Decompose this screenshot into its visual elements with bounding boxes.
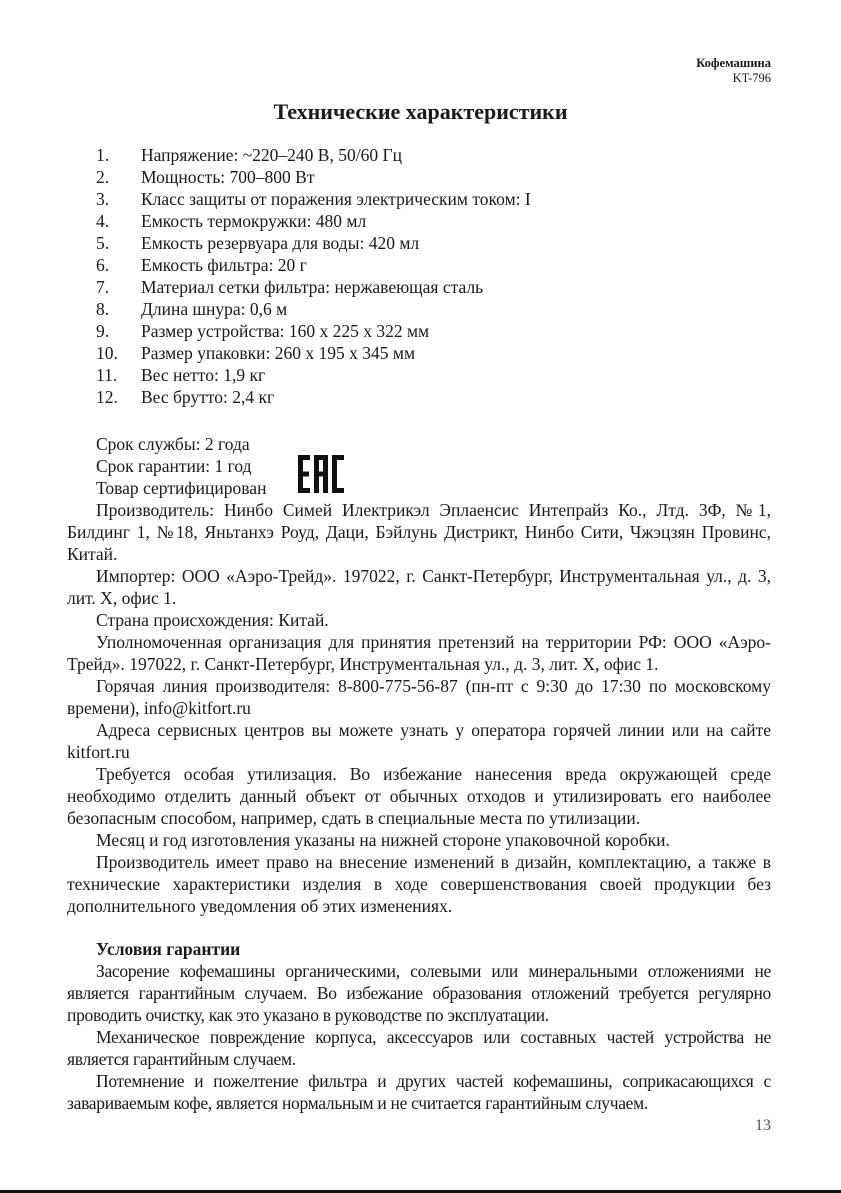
spec-text: Емкость резервуара для воды: 420 мл [141, 233, 420, 253]
manufacture-date-paragraph: Месяц и год изготовления указаны на нижней стороне упаковочной коробки. [96, 830, 670, 850]
spec-item [96, 166, 531, 188]
spec-item [96, 320, 531, 342]
spec-text: Вес нетто: 1,9 кг [141, 365, 266, 385]
page-title: Технические характеристики [273, 99, 568, 124]
spec-text: Емкость фильтра: 20 г [141, 255, 307, 275]
details-section [67, 499, 771, 917]
service-life: Срок службы: 2 года [96, 434, 250, 454]
spec-text: Вес брутто: 2,4 кг [141, 387, 275, 407]
importer-paragraph: Импортер: ООО «Аэро-Трейд». 197022, г. Санкт-Петербург, Инструментальная ул., д. 3, лит. Х, офис 1. [67, 566, 771, 608]
warranty-section [67, 960, 771, 1114]
spec-item [96, 188, 531, 210]
warranty-heading: Условия гарантии [96, 939, 241, 959]
service-centers-paragraph: Адреса сервисных центров вы можете узнать у оператора горячей линии или на сайте kitfort.ru [67, 720, 771, 762]
spec-text: Размер упаковки: 260 х 195 х 345 мм [141, 343, 416, 363]
authorized-org-paragraph: Уполномоченная организация для принятия претензий на территории РФ: ООО «Аэро-Трейд». 197022, г. Санкт-Петербург, Инструментальная ул., д. 3, лит. Х, офис 1. [67, 632, 771, 674]
spec-item [96, 364, 531, 386]
warranty-paragraph: Механическое повреждение корпуса, аксессуаров или составных частей устройства не является гарантийным случаем. [67, 1027, 771, 1069]
warranty-period: Срок гарантии: 1 год [96, 456, 252, 476]
spec-number: 3. [96, 189, 110, 209]
service-info [96, 433, 266, 499]
spec-item [96, 276, 531, 298]
origin-paragraph: Страна происхождения: Китай. [96, 610, 329, 630]
spec-item [96, 386, 531, 408]
spec-text: Длина шнура: 0,6 м [141, 299, 288, 319]
model-number: KT-796 [732, 71, 771, 85]
spec-item [96, 144, 531, 166]
spec-number: 10. [96, 343, 118, 363]
spec-number: 5. [96, 233, 110, 253]
spec-item [96, 210, 531, 232]
spec-number: 12. [96, 387, 118, 407]
manufacturer-paragraph: Производитель: Нинбо Симей Илектрикэл Эплаенсис Интепрайз Ко., Лтд. 3Ф, №1, Билдинг 1, №18, Яньтанхэ Роуд, Даци, Бэйлунь Дистрикт, Нинбо Сити, Чжэцзян Провинс, Китай. [67, 500, 771, 564]
spec-text: Мощность: 700–800 Вт [141, 167, 315, 187]
spec-number: 11. [96, 365, 118, 385]
spec-text: Материал сетки фильтра: нержавеющая сталь [141, 277, 484, 297]
spec-number: 6. [96, 255, 110, 275]
spec-number: 1. [96, 145, 110, 165]
warranty-paragraph: Потемнение и пожелтение фильтра и других частей кофемашины, соприкасающихся с завариваемым кофе, является нормальным и не считается гарантийным случаем. [67, 1071, 771, 1113]
spec-text: Размер устройства: 160 х 225 х 322 мм [141, 321, 430, 341]
hotline-paragraph: Горячая линия производителя: 8-800-775-56-87 (пн-пт с 9:30 до 17:30 по московскому времени), info@kitfort.ru [67, 676, 771, 718]
changes-paragraph: Производитель имеет право на внесение изменений в дизайн, комплектацию, а также в технические характеристики изделия в ходе совершенствования своей продукции без дополнительного уведомления об этих изменениях. [67, 852, 771, 916]
product-name: Кофемашина [696, 56, 771, 70]
spec-number: 9. [96, 321, 110, 341]
spec-number: 2. [96, 167, 110, 187]
spec-item [96, 298, 531, 320]
page-number: 13 [755, 1117, 771, 1134]
spec-text: Напряжение: ~220–240 В, 50/60 Гц [141, 145, 402, 165]
page-header [696, 56, 771, 86]
spec-number: 7. [96, 277, 110, 297]
specs-list [96, 144, 531, 408]
eac-mark-icon [298, 455, 344, 493]
spec-text: Класс защиты от поражения электрическим током: I [141, 189, 531, 209]
spec-item [96, 232, 531, 254]
disposal-paragraph: Требуется особая утилизация. Во избежание нанесения вреда окружающей среде необходимо отделить данный объект от обычных отходов и утилизировать его наиболее безопасным способом, например, сдать в специальные места по утилизации. [67, 764, 771, 828]
spec-item [96, 254, 531, 276]
warranty-paragraph: Засорение кофемашины органическими, солевыми или минеральными отложениями не является гарантийным случаем. Во избежание образования отложений требуется регулярно проводить очистку, как это указано в руководстве по эксплуатации. [67, 961, 771, 1025]
spec-number: 4. [96, 211, 110, 231]
spec-number: 8. [96, 299, 110, 319]
certification-note: Товар сертифицирован [96, 478, 267, 498]
spec-text: Емкость термокружки: 480 мл [141, 211, 367, 231]
spec-item [96, 342, 531, 364]
